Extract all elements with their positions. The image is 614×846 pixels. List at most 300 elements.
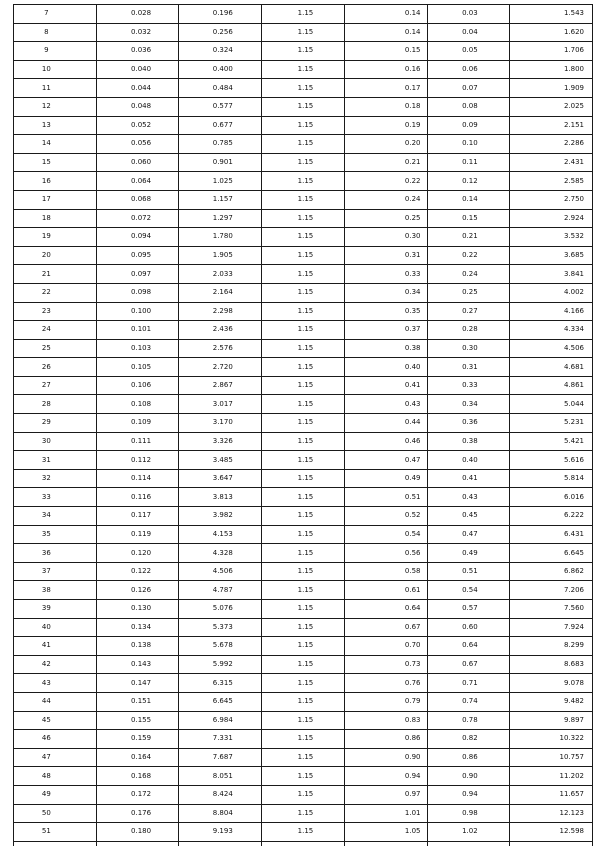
table-cell: 0.22 [344,172,427,191]
table-cell: 0.256 [179,23,262,42]
table-cell: 3.841 [510,265,593,284]
table-cell: 0.47 [344,451,427,470]
table-cell: 1.780 [179,228,262,247]
table-cell: 1.15 [262,637,345,656]
table-cell: 1.15 [262,42,345,61]
table-cell: 0.24 [427,265,510,284]
table-row [14,525,593,544]
table-cell: 6.645 [179,692,262,711]
table-cell: 30 [14,432,97,451]
table-cell: 0.040 [96,60,179,79]
table-cell-empty [510,841,593,846]
table-cell: 1.15 [262,562,345,581]
table-row [14,190,593,209]
table-row [14,451,593,470]
table-cell: 0.180 [96,823,179,842]
table-cell: 1.15 [262,376,345,395]
table-cell: 15 [14,153,97,172]
table-cell: 0.143 [96,655,179,674]
table-cell: 0.112 [96,451,179,470]
table-cell: 1.15 [262,60,345,79]
table-cell: 9.193 [179,823,262,842]
table-cell: 12.598 [510,823,593,842]
table-cell: 8.683 [510,655,593,674]
table-cell: 0.116 [96,488,179,507]
table-cell: 0.86 [427,748,510,767]
table-row [14,79,593,98]
table-cell: 1.15 [262,488,345,507]
table-cell: 1.15 [262,785,345,804]
table-cell: 1.15 [262,674,345,693]
table-cell: 0.61 [344,581,427,600]
table-cell: 9.482 [510,692,593,711]
table-cell: 4.328 [179,544,262,563]
table-cell: 5.616 [510,451,593,470]
table-row [14,153,593,172]
table-cell: 0.108 [96,395,179,414]
table-cell: 0.14 [344,5,427,24]
table-cell: 4.681 [510,358,593,377]
table-cell: 3.326 [179,432,262,451]
table-cell: 0.73 [344,655,427,674]
table-cell: 2.436 [179,321,262,340]
table-cell: 1.15 [262,283,345,302]
table-cell: 1.15 [262,79,345,98]
table-cell: 0.032 [96,23,179,42]
table-cell: 48 [14,767,97,786]
table-cell: 0.577 [179,97,262,116]
table-cell: 0.101 [96,321,179,340]
table-cell: 4.506 [179,562,262,581]
table-cell: 45 [14,711,97,730]
table-cell: 0.12 [427,172,510,191]
table-cell: 3.647 [179,469,262,488]
table-cell: 0.168 [96,767,179,786]
table-cell: 1.15 [262,246,345,265]
table-cell: 11 [14,79,97,98]
table-row [14,618,593,637]
table-row [14,265,593,284]
table-row [14,692,593,711]
table-cell: 8.804 [179,804,262,823]
table-cell: 1.15 [262,135,345,154]
table-cell: 0.67 [344,618,427,637]
table-cell: 1.15 [262,321,345,340]
table-cell: 6.431 [510,525,593,544]
table-cell: 0.90 [427,767,510,786]
table-cell: 6.016 [510,488,593,507]
table-cell: 5.231 [510,414,593,433]
table-cell: 0.060 [96,153,179,172]
table-row [14,60,593,79]
table-cell: 0.103 [96,339,179,358]
table-cell: 0.064 [96,172,179,191]
table-cell: 0.79 [344,692,427,711]
table-cell: 0.74 [427,692,510,711]
table-cell: 0.036 [96,42,179,61]
table-cell: 0.58 [344,562,427,581]
table-cell: 0.24 [344,190,427,209]
table-cell: 2.151 [510,116,593,135]
table-cell: 8.424 [179,785,262,804]
table-cell: 37 [14,562,97,581]
table-cell: 0.38 [344,339,427,358]
table-cell: 24 [14,321,97,340]
table-cell: 0.155 [96,711,179,730]
table-cell: 2.298 [179,302,262,321]
table-cell: 33 [14,488,97,507]
table-cell: 28 [14,395,97,414]
table-cell: 51 [14,823,97,842]
table-cell: 1.15 [262,5,345,24]
data-table [13,4,593,846]
table-cell: 44 [14,692,97,711]
table-cell: 35 [14,525,97,544]
table-row [14,172,593,191]
table-cell: 2.867 [179,376,262,395]
table-cell-empty [179,841,262,846]
table-cell: 38 [14,581,97,600]
table-cell: 29 [14,414,97,433]
table-cell: 7.687 [179,748,262,767]
table-cell: 2.576 [179,339,262,358]
table-row [14,748,593,767]
table-cell: 7.331 [179,730,262,749]
table-cell: 0.25 [427,283,510,302]
table-cell-empty [427,841,510,846]
table-cell: 12 [14,97,97,116]
table-cell: 1.15 [262,190,345,209]
table-cell: 41 [14,637,97,656]
table-cell: 0.677 [179,116,262,135]
table-cell: 50 [14,804,97,823]
table-cell: 0.34 [344,283,427,302]
table-cell: 5.373 [179,618,262,637]
table-cell: 1.05 [344,823,427,842]
table-cell: 0.47 [427,525,510,544]
table-cell: 5.814 [510,469,593,488]
table-cell: 0.36 [427,414,510,433]
table-cell: 0.164 [96,748,179,767]
table-row [14,5,593,24]
table-cell: 0.400 [179,60,262,79]
table-cell: 0.105 [96,358,179,377]
table-cell: 0.57 [427,600,510,619]
table-cell: 23 [14,302,97,321]
table-cell: 1.15 [262,748,345,767]
table-cell: 0.147 [96,674,179,693]
table-cell: 0.67 [427,655,510,674]
table-cell: 0.176 [96,804,179,823]
table-cell: 2.033 [179,265,262,284]
table-cell: 0.41 [344,376,427,395]
table-cell: 0.90 [344,748,427,767]
table-cell: 0.86 [344,730,427,749]
table-cell: 0.196 [179,5,262,24]
table-cell: 20 [14,246,97,265]
table-cell: 2.431 [510,153,593,172]
table-cell: 1.15 [262,358,345,377]
table-cell: 34 [14,507,97,526]
table-cell: 7 [14,5,97,24]
table-cell: 1.15 [262,432,345,451]
table-cell: 9 [14,42,97,61]
table-row [14,228,593,247]
table-cell: 6.645 [510,544,593,563]
table-cell: 0.134 [96,618,179,637]
table-cell: 4.002 [510,283,593,302]
table-cell: 1.543 [510,5,593,24]
table-cell: 9.897 [510,711,593,730]
table-cell: 0.044 [96,79,179,98]
table-cell-empty [262,841,345,846]
table-cell: 43 [14,674,97,693]
table-cell: 0.120 [96,544,179,563]
table-cell: 0.64 [344,600,427,619]
table-cell: 0.324 [179,42,262,61]
table-cell: 3.170 [179,414,262,433]
table-cell: 0.122 [96,562,179,581]
table-cell: 1.02 [427,823,510,842]
table-cell: 1.15 [262,451,345,470]
table-cell: 0.54 [427,581,510,600]
table-cell: 0.98 [427,804,510,823]
table-cell: 36 [14,544,97,563]
table-cell: 0.09 [427,116,510,135]
table-cell: 47 [14,748,97,767]
table-cell: 19 [14,228,97,247]
table-cell: 1.15 [262,655,345,674]
table-cell: 0.25 [344,209,427,228]
table-cell: 6.315 [179,674,262,693]
table-cell: 0.07 [427,79,510,98]
table-cell: 0.095 [96,246,179,265]
table-cell: 5.044 [510,395,593,414]
table-cell: 0.21 [344,153,427,172]
table-cell: 17 [14,190,97,209]
table-cell: 1.15 [262,116,345,135]
table-cell: 0.785 [179,135,262,154]
table-cell: 25 [14,339,97,358]
table-cell: 0.41 [427,469,510,488]
table-cell: 0.138 [96,637,179,656]
table-cell: 1.15 [262,544,345,563]
table-cell: 1.15 [262,209,345,228]
table-row [14,674,593,693]
table-cell: 2.286 [510,135,593,154]
table-cell-empty [96,841,179,846]
table-row [14,358,593,377]
table-cell: 9.078 [510,674,593,693]
table-cell: 0.49 [344,469,427,488]
table-cell: 0.05 [427,42,510,61]
table-cell: 2.924 [510,209,593,228]
table-cell: 0.35 [344,302,427,321]
table-cell: 10.757 [510,748,593,767]
table-cell: 0.56 [344,544,427,563]
table-cell: 6.984 [179,711,262,730]
table-cell: 0.71 [427,674,510,693]
table-cell: 8.299 [510,637,593,656]
table-cell: 1.15 [262,414,345,433]
table-cell: 4.334 [510,321,593,340]
table-cell: 26 [14,358,97,377]
table-row [14,655,593,674]
table-cell-empty [344,841,427,846]
table-cell: 0.30 [344,228,427,247]
table-cell: 0.45 [427,507,510,526]
table-cell: 1.706 [510,42,593,61]
table-cell: 0.19 [344,116,427,135]
table-cell: 1.15 [262,618,345,637]
table-cell: 3.982 [179,507,262,526]
table-cell: 10 [14,60,97,79]
table-row [14,804,593,823]
table-cell: 0.52 [344,507,427,526]
table-cell: 0.15 [344,42,427,61]
table-cell: 0.40 [427,451,510,470]
table-row [14,469,593,488]
table-cell: 0.83 [344,711,427,730]
table-cell: 0.54 [344,525,427,544]
table-cell: 3.532 [510,228,593,247]
table-cell: 0.21 [427,228,510,247]
table-cell: 0.30 [427,339,510,358]
table-row [14,302,593,321]
table-cell: 11.202 [510,767,593,786]
table-cell: 18 [14,209,97,228]
table-row [14,544,593,563]
table-cell: 0.33 [427,376,510,395]
table-cell: 27 [14,376,97,395]
table-cell: 0.111 [96,432,179,451]
table-cell: 0.109 [96,414,179,433]
table-cell: 1.15 [262,23,345,42]
table-cell: 0.159 [96,730,179,749]
table-cell: 0.16 [344,60,427,79]
table-row [14,321,593,340]
table-row-empty [14,841,593,846]
table-cell: 14 [14,135,97,154]
table-cell: 10.322 [510,730,593,749]
table-cell: 2.720 [179,358,262,377]
table-cell: 0.94 [427,785,510,804]
table-cell: 0.08 [427,97,510,116]
table-cell: 39 [14,600,97,619]
table-cell: 0.130 [96,600,179,619]
table-cell: 0.04 [427,23,510,42]
table-cell: 1.15 [262,97,345,116]
table-cell: 0.76 [344,674,427,693]
table-cell: 5.992 [179,655,262,674]
table-cell: 0.14 [427,190,510,209]
table-cell: 2.750 [510,190,593,209]
table-row [14,432,593,451]
table-cell: 1.15 [262,692,345,711]
table-cell: 6.862 [510,562,593,581]
table-cell: 0.100 [96,302,179,321]
table-cell: 0.38 [427,432,510,451]
table-cell: 0.151 [96,692,179,711]
table-cell: 0.094 [96,228,179,247]
table-cell: 1.620 [510,23,593,42]
table-cell: 0.901 [179,153,262,172]
table-cell: 1.025 [179,172,262,191]
table-cell: 1.15 [262,823,345,842]
table-cell: 0.60 [427,618,510,637]
table-row [14,414,593,433]
table-cell: 1.15 [262,395,345,414]
table-cell: 0.06 [427,60,510,79]
table-cell: 1.157 [179,190,262,209]
table-row [14,507,593,526]
table-cell: 1.15 [262,228,345,247]
table-cell: 1.800 [510,60,593,79]
table-cell: 0.22 [427,246,510,265]
table-cell: 0.17 [344,79,427,98]
table-cell: 1.15 [262,581,345,600]
table-cell: 0.068 [96,190,179,209]
table-cell: 0.33 [344,265,427,284]
table-cell: 0.15 [427,209,510,228]
table-row [14,376,593,395]
table-cell: 4.861 [510,376,593,395]
table-cell: 0.052 [96,116,179,135]
table-cell: 0.43 [427,488,510,507]
table-cell: 0.106 [96,376,179,395]
table-cell: 3.017 [179,395,262,414]
table-cell: 0.40 [344,358,427,377]
table-cell: 0.44 [344,414,427,433]
table-row [14,581,593,600]
table-cell: 0.098 [96,283,179,302]
table-cell: 1.15 [262,469,345,488]
table-cell: 0.10 [427,135,510,154]
table-cell: 4.787 [179,581,262,600]
table-row [14,135,593,154]
table-cell: 11.657 [510,785,593,804]
table-row [14,785,593,804]
table-cell: 2.025 [510,97,593,116]
table-cell: 1.01 [344,804,427,823]
table-cell: 0.64 [427,637,510,656]
table-row [14,767,593,786]
table-cell: 6.222 [510,507,593,526]
table-cell: 1.15 [262,600,345,619]
table-cell: 0.03 [427,5,510,24]
table-cell: 0.78 [427,711,510,730]
table-row [14,600,593,619]
table-row [14,209,593,228]
table-row [14,823,593,842]
table-cell: 21 [14,265,97,284]
table-cell: 0.048 [96,97,179,116]
table-cell: 1.15 [262,153,345,172]
table-cell: 22 [14,283,97,302]
table-cell: 7.924 [510,618,593,637]
table-cell: 0.117 [96,507,179,526]
table-cell: 5.421 [510,432,593,451]
table-cell: 0.43 [344,395,427,414]
table-row [14,730,593,749]
table-row [14,23,593,42]
table-cell: 0.056 [96,135,179,154]
table-cell: 42 [14,655,97,674]
table-row [14,339,593,358]
table-row [14,562,593,581]
table-row [14,97,593,116]
table-cell: 0.70 [344,637,427,656]
